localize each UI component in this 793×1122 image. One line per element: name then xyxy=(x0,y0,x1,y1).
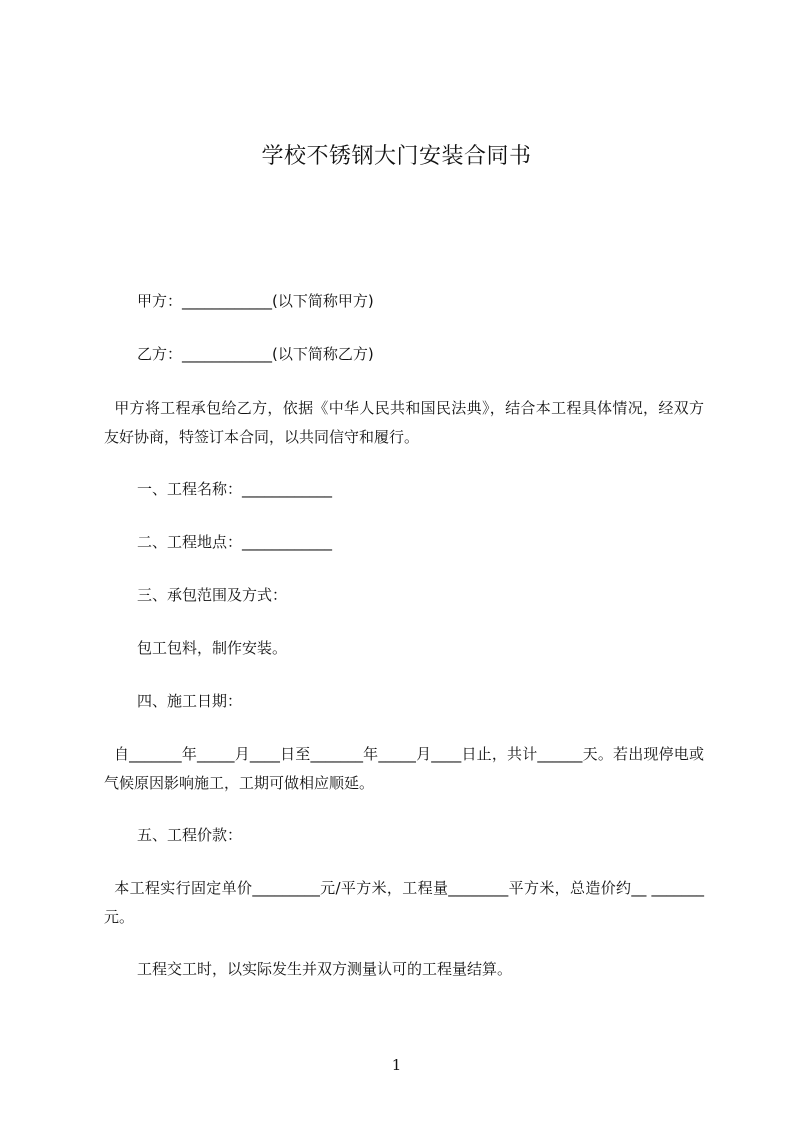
settlement-line: 工程交工时，以实际发生并双方测量认可的工程量结算。 xyxy=(137,960,513,978)
section-schedule-body: 自_______年_____月____日至_______年_____月____日止，共计______天。若出现停电或气候原因影响施工，工期可做相应顺延。 xyxy=(104,745,704,792)
section-price-heading: 五、工程价款： xyxy=(137,826,243,844)
party-a-line: 甲方：____________(以下简称甲方) xyxy=(137,292,374,310)
section-scope-heading: 三、承包范围及方式： xyxy=(137,586,288,604)
intro-paragraph: 甲方将工程承包给乙方，依据《中华人民共和国民法典》，结合本工程具体情况，经双方友好协商，特签订本合同，以共同信守和履行。 xyxy=(104,399,704,446)
section-schedule-heading: 四、施工日期： xyxy=(137,692,243,710)
section-project-location: 二、工程地点：____________ xyxy=(137,533,333,551)
page-number: 1 xyxy=(391,1056,402,1074)
section-price-body: 本工程实行固定单价_________元/平方米，工程量________平方米，总造价约__ _______元。 xyxy=(104,879,704,926)
party-b-line: 乙方：____________(以下简称乙方) xyxy=(137,345,374,363)
section-project-name: 一、工程名称：____________ xyxy=(137,480,333,498)
section-scope-body: 包工包料，制作安装。 xyxy=(137,639,288,657)
document-title: 学校不锈钢大门安装合同书 xyxy=(261,144,532,169)
